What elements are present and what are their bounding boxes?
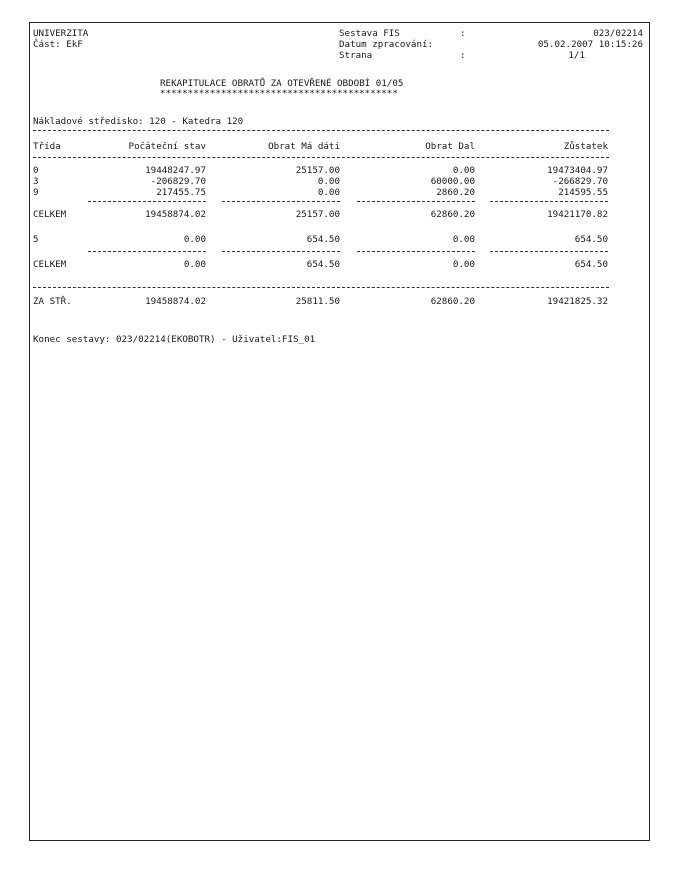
row-class: 0 xyxy=(33,165,39,176)
subtotal-line xyxy=(490,251,608,252)
total-credit: 62860.20 xyxy=(430,209,475,220)
subtotal-line xyxy=(222,201,340,202)
report-label: Sestava FIS xyxy=(339,28,400,39)
row-opening-balance: -206829.70 xyxy=(150,176,206,187)
report-end-text: Konec sestavy: 023/02214(EKOBOTR) - Uživatel:FIS xyxy=(33,334,299,345)
column-header-balance: Zůstatek xyxy=(563,141,608,152)
date-label: Datum zpracování: xyxy=(339,39,434,50)
separator-line xyxy=(33,287,609,288)
total-opening-balance: 19458874.02 xyxy=(145,209,206,220)
row-opening-balance: 217455.75 xyxy=(156,187,206,198)
report-number: 023/02214 xyxy=(593,28,643,39)
subtotal-line xyxy=(222,251,340,252)
total-balance: 654.50 xyxy=(574,259,608,270)
column-header-opening-balance: Počáteční stav xyxy=(128,141,206,152)
total-credit: 0.00 xyxy=(452,259,475,270)
page-colon: : xyxy=(460,50,466,61)
organization-name: UNIVERZITA xyxy=(33,28,89,39)
user-suffix: 01 xyxy=(304,334,316,345)
row-debit: 25157.00 xyxy=(295,165,340,176)
row-debit: 654.50 xyxy=(306,234,340,245)
page-number: 1/1 xyxy=(568,50,585,61)
row-credit: 60000.00 xyxy=(430,176,475,187)
processing-date: 05.02.2007 10:15:26 xyxy=(537,39,643,50)
column-header-credit: Obrat Dal xyxy=(425,141,475,152)
total-debit: 654.50 xyxy=(306,259,340,270)
row-opening-balance: 0.00 xyxy=(183,234,206,245)
report-end-line xyxy=(33,334,315,345)
row-credit: 0.00 xyxy=(452,165,475,176)
row-debit: 0.00 xyxy=(317,187,340,198)
row-credit: 2860.20 xyxy=(436,187,475,198)
grand-total-opening-balance: 19458874.02 xyxy=(145,296,206,307)
subtotal-line xyxy=(490,201,608,202)
report-title: REKAPITULACE OBRATŮ ZA OTEVŘENÉ OBDOBÍ 01/05 xyxy=(160,78,404,89)
subtotal-line xyxy=(357,201,475,202)
row-credit: 0.00 xyxy=(452,234,475,245)
column-header-class: Třída xyxy=(33,141,61,152)
grand-total-debit: 25811.50 xyxy=(295,296,340,307)
row-debit: 0.00 xyxy=(317,176,340,187)
row-class: 3 xyxy=(33,176,39,187)
report-colon: : xyxy=(460,28,466,39)
subtotal-line xyxy=(88,201,206,202)
row-class: 5 xyxy=(33,234,39,245)
row-balance: 654.50 xyxy=(574,234,608,245)
row-balance: 19473404.97 xyxy=(547,165,608,176)
separator-line xyxy=(33,130,609,131)
separator-line xyxy=(33,157,609,158)
row-balance: -266829.70 xyxy=(552,176,608,187)
grand-total-credit: 62860.20 xyxy=(430,296,475,307)
subtotal-line xyxy=(88,251,206,252)
subtotal-line xyxy=(357,251,475,252)
total-opening-balance: 0.00 xyxy=(183,259,206,270)
column-header-debit: Obrat Má dáti xyxy=(268,141,340,152)
organization-part: Část: EkF xyxy=(33,39,83,50)
total-balance: 19421170.82 xyxy=(547,209,608,220)
total-label: CELKEM xyxy=(33,259,67,270)
page-label: Strana xyxy=(339,50,373,61)
grand-total-balance: 19421825.32 xyxy=(547,296,608,307)
report-page xyxy=(29,22,650,841)
total-debit: 25157.00 xyxy=(295,209,340,220)
row-opening-balance: 19448247.97 xyxy=(145,165,206,176)
row-balance: 214595.55 xyxy=(558,187,608,198)
report-title-underline: ******************************************* xyxy=(160,88,398,99)
total-label: CELKEM xyxy=(33,209,67,220)
row-class: 9 xyxy=(33,187,39,198)
grand-total-label: ZA STŘ. xyxy=(33,296,72,307)
text-cursor: _ xyxy=(298,334,305,345)
cost-center: Nákladové středisko: 120 - Katedra 120 xyxy=(33,116,244,127)
